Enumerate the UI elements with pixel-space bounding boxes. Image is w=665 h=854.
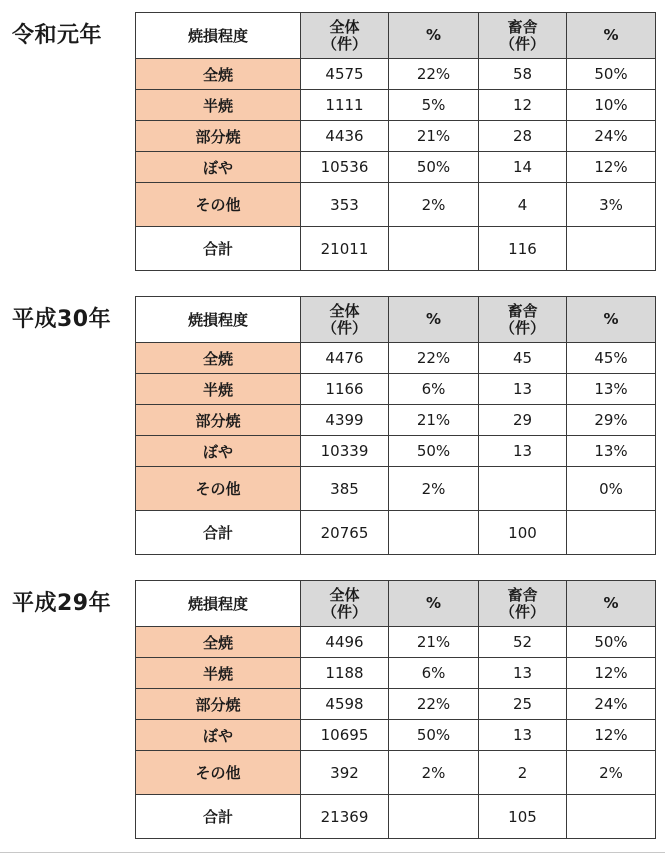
header-barn-unit: （件） [499,602,545,621]
row-label: 全焼 [136,627,301,658]
total-percent: 22% [389,59,479,90]
barn-percent: 2% [567,751,656,795]
total-count: 4436 [301,121,389,152]
year-title: 令和元年 [12,23,103,48]
total-count: 385 [301,467,389,511]
table-row [136,405,656,436]
row-label: 半焼 [136,658,301,689]
fire-damage-table [135,296,656,555]
barn-count: 14 [479,152,567,183]
header-degree: 焼損程度 [136,13,301,59]
total-percent: 2% [389,751,479,795]
table-row [136,436,656,467]
total-percent: 50% [389,152,479,183]
header-total-pct: % [389,581,479,627]
row-label: 部分焼 [136,405,301,436]
sum-barn-count: 100 [479,511,567,555]
fire-damage-table [135,580,656,839]
total-count: 4476 [301,343,389,374]
sum-total-percent [389,227,479,271]
barn-count [479,467,567,511]
sum-barn-count: 116 [479,227,567,271]
header-total-unit: （件） [321,34,367,53]
fire-damage-table [135,12,656,271]
table-row [136,59,656,90]
sum-total-count: 21369 [301,795,389,839]
row-label: ぼや [136,152,301,183]
header-barn-unit: （件） [499,34,545,53]
barn-percent: 3% [567,183,656,227]
header-total-label: 全体 [329,585,360,604]
total-label: 合計 [136,511,301,555]
barn-count: 13 [479,720,567,751]
year-title: 平成29年 [12,591,112,616]
row-label: 全焼 [136,59,301,90]
header-barn-label: 畜舎 [507,17,538,36]
barn-count: 13 [479,374,567,405]
header-barn-pct: % [567,13,656,59]
table-header-row [136,13,656,59]
barn-count: 4 [479,183,567,227]
header-degree: 焼損程度 [136,297,301,343]
sum-total-count: 21011 [301,227,389,271]
barn-percent: 10% [567,90,656,121]
table-total-row [136,511,656,555]
table-row [136,467,656,511]
sum-total-percent [389,795,479,839]
total-percent: 2% [389,467,479,511]
total-percent: 50% [389,720,479,751]
header-barn-label: 畜舎 [507,585,538,604]
header-total-label: 全体 [329,17,360,36]
row-label: ぼや [136,436,301,467]
table-row [136,152,656,183]
barn-count: 13 [479,658,567,689]
barn-percent: 12% [567,152,656,183]
header-total [301,297,389,343]
barn-count: 13 [479,436,567,467]
header-total-unit: （件） [321,318,367,337]
table-row [136,720,656,751]
total-count: 10339 [301,436,389,467]
sum-barn-percent [567,511,656,555]
total-percent: 21% [389,121,479,152]
table-row [136,689,656,720]
barn-percent: 45% [567,343,656,374]
total-label: 合計 [136,227,301,271]
row-label: ぼや [136,720,301,751]
table-row [136,658,656,689]
sum-barn-percent [567,795,656,839]
barn-count: 45 [479,343,567,374]
row-label: 半焼 [136,90,301,121]
row-label: 部分焼 [136,689,301,720]
table-header-row [136,297,656,343]
sum-barn-count: 105 [479,795,567,839]
total-count: 4575 [301,59,389,90]
total-percent: 5% [389,90,479,121]
header-total-pct: % [389,13,479,59]
total-count: 4496 [301,627,389,658]
header-total [301,581,389,627]
table-total-row [136,227,656,271]
barn-count: 2 [479,751,567,795]
total-count: 10695 [301,720,389,751]
header-barn [479,297,567,343]
header-barn-pct: % [567,581,656,627]
year-title: 平成30年 [12,307,112,332]
table-row [136,121,656,152]
barn-count: 52 [479,627,567,658]
table-row [136,90,656,121]
row-label: その他 [136,467,301,511]
header-barn-unit: （件） [499,318,545,337]
barn-percent: 50% [567,59,656,90]
barn-percent: 50% [567,627,656,658]
barn-percent: 13% [567,436,656,467]
total-label: 合計 [136,795,301,839]
row-label: 半焼 [136,374,301,405]
table-row [136,374,656,405]
total-count: 4399 [301,405,389,436]
total-percent: 6% [389,658,479,689]
table-row [136,343,656,374]
barn-percent: 29% [567,405,656,436]
barn-count: 12 [479,90,567,121]
total-count: 1166 [301,374,389,405]
header-total-pct: % [389,297,479,343]
header-barn [479,581,567,627]
sum-total-percent [389,511,479,555]
total-percent: 21% [389,627,479,658]
header-total [301,13,389,59]
total-percent: 22% [389,689,479,720]
total-count: 4598 [301,689,389,720]
barn-percent: 12% [567,658,656,689]
total-count: 353 [301,183,389,227]
total-percent: 21% [389,405,479,436]
total-count: 1188 [301,658,389,689]
row-label: その他 [136,751,301,795]
barn-percent: 24% [567,689,656,720]
total-percent: 2% [389,183,479,227]
table-row [136,183,656,227]
barn-percent: 24% [567,121,656,152]
total-count: 1111 [301,90,389,121]
barn-count: 29 [479,405,567,436]
header-barn [479,13,567,59]
header-degree: 焼損程度 [136,581,301,627]
bottom-divider [0,852,665,853]
barn-percent: 13% [567,374,656,405]
table-row [136,751,656,795]
total-percent: 22% [389,343,479,374]
table-total-row [136,795,656,839]
table-row [136,627,656,658]
total-percent: 6% [389,374,479,405]
row-label: その他 [136,183,301,227]
barn-percent: 12% [567,720,656,751]
barn-count: 28 [479,121,567,152]
header-total-label: 全体 [329,301,360,320]
row-label: 全焼 [136,343,301,374]
header-total-unit: （件） [321,602,367,621]
sum-barn-percent [567,227,656,271]
row-label: 部分焼 [136,121,301,152]
sum-total-count: 20765 [301,511,389,555]
barn-count: 58 [479,59,567,90]
total-count: 392 [301,751,389,795]
table-header-row [136,581,656,627]
total-percent: 50% [389,436,479,467]
barn-count: 25 [479,689,567,720]
barn-percent: 0% [567,467,656,511]
header-barn-label: 畜舎 [507,301,538,320]
total-count: 10536 [301,152,389,183]
header-barn-pct: % [567,297,656,343]
